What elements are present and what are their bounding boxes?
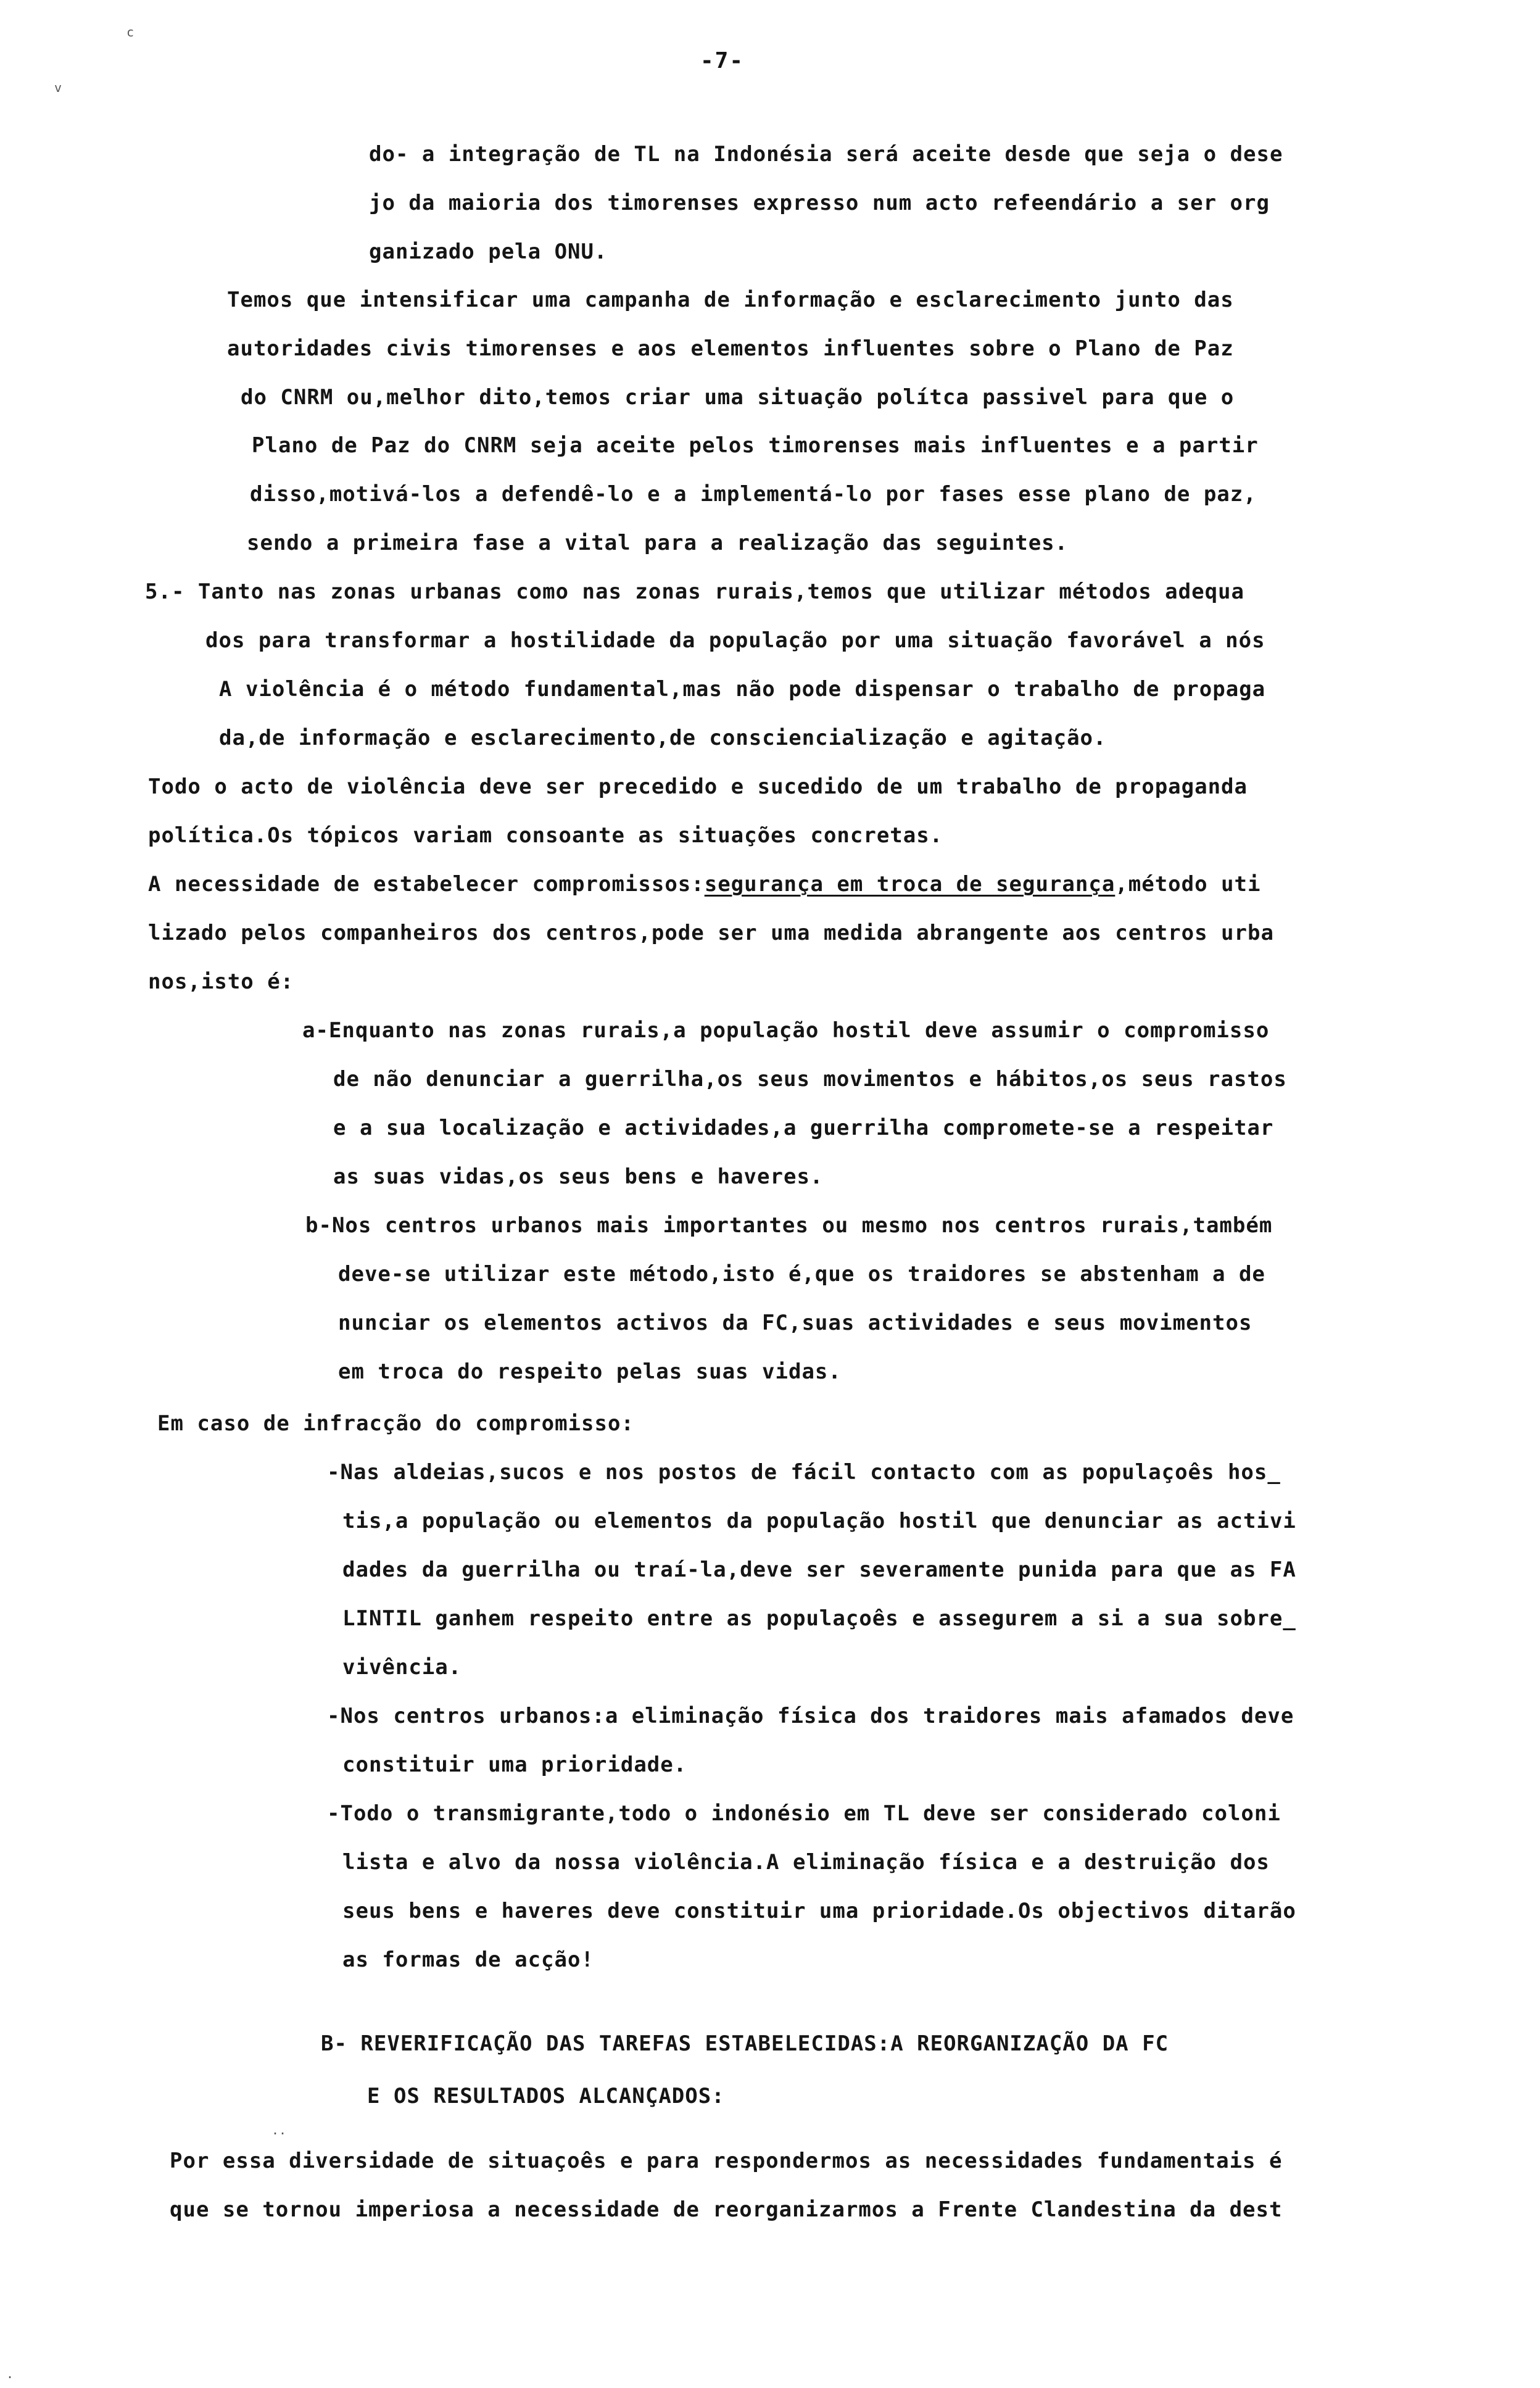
text-line: Em caso de infracção do compromisso: [157, 1411, 634, 1436]
text-line: seus bens e haveres deve constituir uma prioridade.Os objectivos ditarão [342, 1899, 1296, 1923]
scan-mark: .. [271, 2123, 287, 2137]
text-line: de não denunciar a guerrilha,os seus movimentos e hábitos,os seus rastos [333, 1067, 1287, 1092]
text-line: -Nas aldeias,sucos e nos postos de fácil contacto com as populaçoês hos_ [327, 1460, 1281, 1485]
text-line: -Todo o transmigrante,todo o indonésio em TL deve ser considerado coloni [327, 1801, 1281, 1826]
text-line: -Nos centros urbanos:a eliminação física dos traidores mais afamados deve [327, 1704, 1294, 1728]
text-line: as suas vidas,os seus bens e haveres. [333, 1164, 824, 1189]
text-line: ganizado pela ONU. [369, 239, 608, 264]
text-line: LINTIL ganhem respeito entre as populaçoês e assegurem a si a sua sobre_ [342, 1606, 1296, 1631]
text-line: as formas de acção! [342, 1947, 594, 1972]
text-line: dades da guerrilha ou traí-la,deve ser severamente punida para que as FA [342, 1557, 1296, 1582]
text-line: b-Nos centros urbanos mais importantes ou mesmo nos centros rurais,também [305, 1213, 1273, 1238]
text-line: lizado pelos companheiros dos centros,pode ser uma medida abrangente aos centros urba [148, 921, 1274, 945]
text-line: Por essa diversidade de situaçoês e para respondermos as necessidades fundamentais é [170, 2149, 1283, 2173]
text-line: nunciar os elementos activos da FC,suas actividades e seus movimentos [338, 1311, 1252, 1335]
text-line: sendo a primeira fase a vital para a realização das seguintes. [247, 531, 1069, 555]
scan-mark: . [6, 2366, 14, 2381]
text-line: disso,motivá-los a defendê-lo e a implementá-lo por fases esse plano de paz, [250, 482, 1257, 507]
text-line: Plano de Paz do CNRM seja aceite pelos timorenses mais influentes e a partir [252, 433, 1259, 458]
scan-mark: v [54, 80, 62, 95]
scan-mark: c [126, 25, 135, 39]
text-line: lista e alvo da nossa violência.A eliminação física e a destruição dos [342, 1850, 1270, 1875]
text-line: tis,a população ou elementos da população hostil que denunciar as activi [342, 1509, 1296, 1533]
text-line: deve-se utilizar este método,isto é,que os traidores se abstenham a de [338, 1262, 1265, 1287]
text-line: Todo o acto de violência deve ser precedido e sucedido de um trabalho de propaganda [148, 774, 1248, 799]
section-heading: E OS RESULTADOS ALCANÇADOS: [367, 2084, 725, 2108]
text-line: dos para transformar a hostilidade da população por uma situação favorável a nós [205, 628, 1265, 653]
text-segment: ,método uti [1115, 872, 1261, 897]
page-number: -7- [700, 48, 745, 73]
text-line: do CNRM ou,melhor dito,temos criar uma situação polítca passivel para que o [241, 385, 1235, 410]
text-line: Temos que intensificar uma campanha de informação e esclarecimento junto das [227, 288, 1234, 312]
text-line: A violência é o método fundamental,mas não pode dispensar o trabalho de propaga [219, 677, 1266, 702]
text-line: do- a integração de TL na Indonésia será aceite desde que seja o dese [369, 142, 1283, 167]
text-line [148, 871, 1261, 898]
text-line: jo da maioria dos timorenses expresso num acto refeendário a ser org [369, 191, 1270, 215]
underlined-text: segurança em troca de segurança [704, 872, 1116, 897]
text-line: nos,isto é: [148, 969, 294, 994]
text-line: a-Enquanto nas zonas rurais,a população hostil deve assumir o compromisso [302, 1018, 1270, 1043]
text-line: da,de informação e esclarecimento,de consciencialização e agitação. [219, 726, 1107, 750]
text-line: e a sua localização e actividades,a guerrilha compromete-se a respeitar [333, 1116, 1274, 1140]
text-line: que se tornou imperiosa a necessidade de reorganizarmos a Frente Clandestina da dest [170, 2197, 1283, 2222]
text-line: autoridades civis timorenses e aos elementos influentes sobre o Plano de Paz [227, 336, 1234, 361]
text-line: vivência. [342, 1655, 462, 1680]
text-line: constituir uma prioridade. [342, 1752, 687, 1777]
text-line: 5.- Tanto nas zonas urbanas como nas zonas rurais,temos que utilizar métodos adequa [145, 579, 1244, 604]
text-line: política.Os tópicos variam consoante as situações concretas. [148, 823, 943, 848]
section-heading: B- REVERIFICAÇÃO DAS TAREFAS ESTABELECIDAS:A REORGANIZAÇÃO DA FC [321, 2031, 1169, 2056]
text-segment: A necessidade de estabelecer compromissos: [148, 872, 705, 897]
text-line: em troca do respeito pelas suas vidas. [338, 1359, 842, 1384]
